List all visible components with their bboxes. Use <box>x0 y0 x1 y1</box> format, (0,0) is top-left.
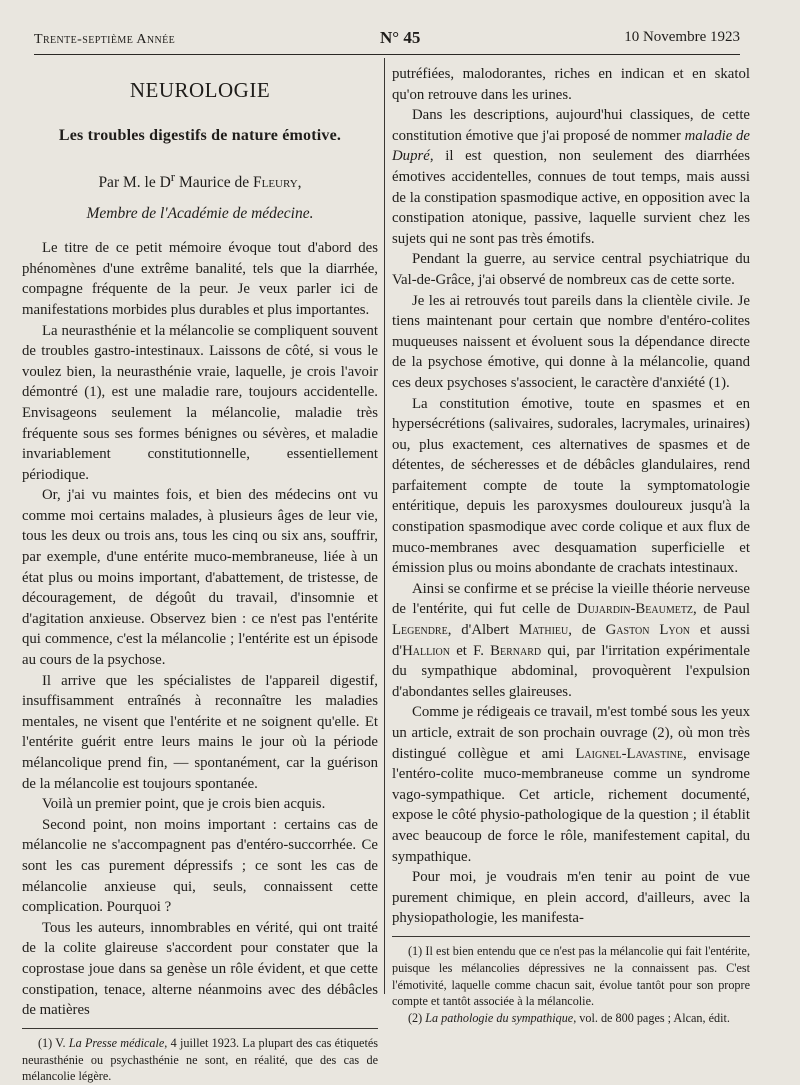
author-name: Dujardin-Beaumetz <box>577 601 694 618</box>
author-name: Hallion <box>402 642 450 659</box>
paragraph: Comme je rédigeais ce travail, m'est tombé sous les yeux un article, extrait de son prochain ouvrage (2), où mon très distingué collègue et ami Laignel-Lavastine, envisage l'entéro-colite muco-membraneuse comme un syndrome vago-sympathique. Cet article, richement documenté, expose le côté physio-pathologique de la question ; il établit avec beaucoup de force le rôle, manifestement capital, du sympathique. <box>392 704 750 865</box>
byline-sup: r <box>170 169 176 184</box>
author-name: Gaston Lyon <box>605 622 691 639</box>
footnote-1: (1) V. La Presse médicale, 4 juillet 1923. La plupart des cas étiquetés neurasthénie ou psychasthénie ne sont, en réalité, que des cas de mélancolie légère. <box>22 1035 378 1084</box>
paragraph: Voilà un premier point, que je crois bien acquis. <box>42 796 326 813</box>
article-title: Les troubles digestifs de nature émotive. <box>58 127 342 144</box>
volume-year: Trente-septième Année <box>34 32 176 47</box>
byline-name: Maurice de <box>175 174 253 192</box>
footnote-1: (1) Il est bien entendu que ce n'est pas la mélancolie qui fait l'entérite, puisque les mélancolies dépressives ne la connaissent pas. C'est l'émotivité, laquelle comme chacun sait, évolue tantôt pour son propre compte et tantôt associée à la mélancolie. <box>392 943 750 1009</box>
paragraph: Tous les auteurs, innombrables en vérité, qui ont traité de la colite glaireuse s'accordent pour constater que la coprostase joue dans sa genèse un rôle évident, et que cette constipation, tenace, alterne néanmoins avec des débâcles de matières <box>22 919 378 1019</box>
emphasis: maladie de Dupré <box>392 127 750 165</box>
paragraph: Or, j'ai vu maintes fois, et bien des médecins ont vu comme moi certains malades, à plusieurs âges de leur vie, tous les deux ou trois ans, tous les cinq ou six ans, souffrir, par exemple, d'une entérite muco-membraneuse, liée à un état plus ou moins important, d'abattement, de tristesse, de découragement, de dégoût du travail, d'insomnie et d'agitation anxieuse. Observez bien : ce n'est pas l'entérite qui commence, c'est la mélancolie ; l'entérite est un épisode au cours de la psychose. <box>22 487 378 669</box>
paragraph: Second point, non moins important : certains cas de mélancolie ne s'accompagnent pas d'entéro-succorrhée. Ce sont les cas purement dépressifs ; ce sont les cas de mélancolie anxieuse qui, seuls, connaissent cette complication. Pourquoi ? <box>22 816 378 916</box>
paragraph: Il arrive que les spécialistes de l'appareil digestif, insuffisamment entraînés à reconnaître les maladies mentales, ne visent que l'entérite et ne soignent qu'elle. Et l'entérite guérit entre leurs mains le jour où la période mélancolique prend fin, — spontanément, car la guérison de la mélancolie est toujours spontanée. <box>22 672 378 792</box>
footnote-rule <box>392 936 750 937</box>
paragraph: La neurasthénie et la mélancolie se compliquent souvent de troubles gastro-intestinaux. Laissons de côté, si vous le voulez bien, la neurasthénie vraie, laquelle, je crois l'avoir démontré (1), est une maladie rare, toujours accidentelle. Envisageons seulement la mélancolie, maladie très fréquente sous ses formes bénignes ou sévères, et maladie invariablement constitutionnelle, essentiellement périodique. <box>22 322 378 483</box>
footnote-rule <box>22 1028 378 1029</box>
author-name: Legendre <box>392 622 448 639</box>
paragraph: Dans les descriptions, aujourd'hui classiques, de cette constitution émotive que j'ai proposé de nommer maladie de Dupré, il est question, non seulement des diarrhées émotives accidentelles, connues de tout temps, mais aussi de la constipation spasmodique active, en opposition avec la constipation atonique, passive, laquelle survient chez les sujets qui ne sont pas très émotifs. <box>392 107 750 247</box>
byline-prefix: Par M. le D <box>98 174 171 192</box>
issue-number: N° 45 <box>380 28 421 47</box>
paragraph: putréfiées, malodorantes, riches en indican et en skatol qu'on retrouve dans les urines. <box>392 66 750 103</box>
author-name: Laignel-Lavastine <box>575 745 683 762</box>
author-name: Mathieu <box>518 622 569 639</box>
byline <box>22 165 378 194</box>
author-name: Bernard <box>490 642 542 659</box>
running-header <box>34 24 740 55</box>
left-column <box>22 64 378 1085</box>
issue-date: 10 Novembre 1923 <box>624 29 740 45</box>
book-title: La pathologie du sympathique <box>425 1011 574 1026</box>
footnote-2: (2) La pathologie du sympathique, vol. de 800 pages ; Alcan, édit. <box>408 1011 730 1026</box>
column-divider <box>384 58 385 994</box>
right-column <box>392 64 750 1027</box>
section-title: NEUROLOGIE <box>129 78 271 102</box>
paragraph: Ainsi se confirme et se précise la vieille théorie nerveuse de l'entérite, qui fut celle de Dujardin-Beaumetz, de Paul Legendre, d'Albert Mathieu, de Gaston Lyon et aussi d'Hallion et F. Bernard qui, par l'irritation expérimentale du sympathique abdominal, provoquèrent l'expulsion d'abondantes selles glaireuses. <box>392 580 751 700</box>
paragraph: Le titre de ce petit mémoire évoque tout d'abord des phénomènes d'une extrême banalité, tels que la diarrhée, compagne fréquente de la peur. Je veux parler ici de manifestations morbides plus durables et plus importantes. <box>22 240 378 318</box>
journal-name: La Presse médicale <box>68 1035 165 1050</box>
paragraph: Pour moi, je voudrais m'en tenir au point de vue purement chimique, en plein accord, d'ailleurs, avec la physiopathologie, les manifesta- <box>392 869 750 927</box>
author-affiliation: Membre de l'Académie de médecine. <box>86 205 314 223</box>
author-surname: Fleury, <box>252 174 302 192</box>
paragraph: La constitution émotive, toute en spasmes et en hypersécrétions (salivaires, sudorales, lacrymales, urinaires) ou, plus exactement, ces alternatives de spasmes et de détentes, de sécheresses et de débâcles glandulaires, rend parfaitement compte de toute la symptomatologie entéritique, depuis les paroxysmes douloureux jusqu'à la constipation spasmodique avec corde colique et aux flux de muco-membranes avec desquamation superficielle et émission plus ou moins abondante de crachats intestinaux. <box>392 395 750 577</box>
paragraph: Pendant la guerre, au service central psychiatrique du Val-de-Grâce, j'ai observé de nombreux cas de cette sorte. <box>392 251 750 288</box>
paragraph: Je les ai retrouvés tout pareils dans la clientèle civile. Je tiens maintenant pour certain que nombre d'entéro-colites muqueuses naissent et évoluent sous la dépendance directe de la psychose émotive, qui donne à la mélancolie, quand ces deux psychoses s'associent, le caractère d'anxiété (1). <box>392 292 750 391</box>
